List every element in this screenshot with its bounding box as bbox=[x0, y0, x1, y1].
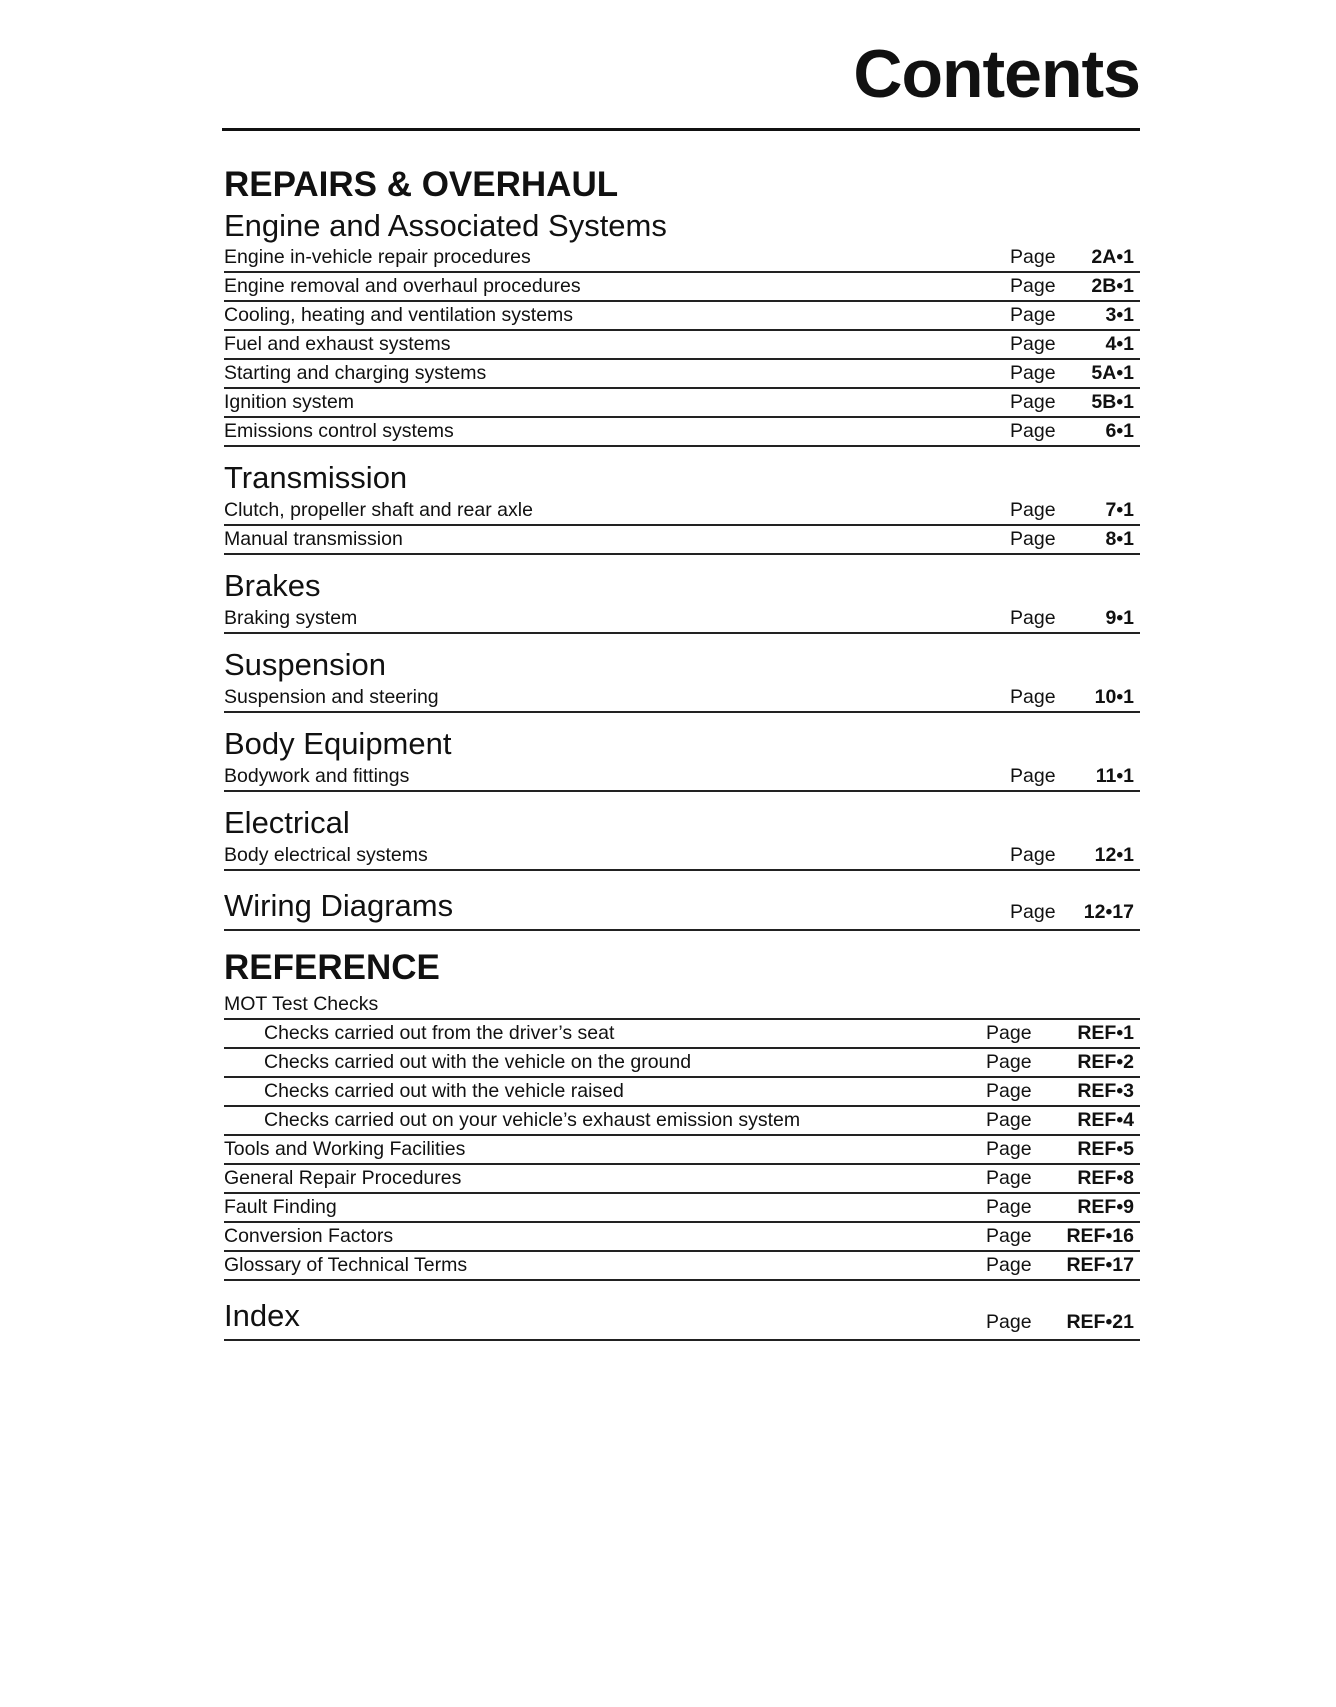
section-brakes bbox=[224, 567, 1140, 634]
mot-heading-row bbox=[224, 991, 1140, 1020]
page-number: 2B•1 bbox=[1091, 275, 1134, 297]
entry-label: Ignition system bbox=[224, 391, 355, 413]
page-number: REF•5 bbox=[1077, 1138, 1134, 1160]
page-number: 12•17 bbox=[1083, 901, 1134, 923]
section-heading: Engine and Associated Systems bbox=[224, 208, 667, 243]
toc-entry[interactable] bbox=[224, 1136, 1140, 1165]
toc-entry[interactable] bbox=[224, 244, 1140, 273]
section-heading: Suspension bbox=[224, 647, 387, 682]
toc-entry[interactable] bbox=[224, 684, 1140, 713]
entry-label: Engine in-vehicle repair procedures bbox=[224, 246, 531, 268]
page-number: 3•1 bbox=[1105, 304, 1134, 326]
page-number: 9•1 bbox=[1105, 607, 1134, 629]
page-number: 7•1 bbox=[1105, 499, 1134, 521]
entry-label: Clutch, propeller shaft and rear axle bbox=[224, 499, 533, 521]
toc-entry[interactable] bbox=[224, 418, 1140, 447]
section-reference bbox=[224, 991, 1140, 1281]
page-number: REF•3 bbox=[1077, 1080, 1134, 1102]
page-word: Page bbox=[1010, 304, 1056, 326]
page-word: Page bbox=[986, 1196, 1032, 1218]
page-number: REF•4 bbox=[1077, 1109, 1134, 1131]
page-word: Page bbox=[1010, 275, 1056, 297]
mot-heading: MOT Test Checks bbox=[224, 993, 379, 1015]
entry-label: Engine removal and overhaul procedures bbox=[224, 275, 581, 297]
toc-entry[interactable] bbox=[224, 605, 1140, 634]
page-word: Page bbox=[1010, 844, 1056, 866]
page-word: Page bbox=[1010, 333, 1056, 355]
page-number: REF•17 bbox=[1066, 1254, 1134, 1276]
page-number: 12•1 bbox=[1094, 844, 1134, 866]
page-word: Page bbox=[986, 1109, 1032, 1131]
page-word: Page bbox=[986, 1080, 1032, 1102]
section-engine bbox=[224, 208, 1140, 447]
toc-entry[interactable] bbox=[224, 763, 1140, 792]
toc-entry[interactable] bbox=[224, 1223, 1140, 1252]
section-suspension bbox=[224, 646, 1140, 713]
entry-label: Suspension and steering bbox=[224, 686, 439, 708]
page-number: REF•9 bbox=[1077, 1196, 1134, 1218]
entry-label: General Repair Procedures bbox=[224, 1167, 462, 1189]
page-number: 2A•1 bbox=[1091, 246, 1134, 268]
entry-label: Bodywork and fittings bbox=[224, 765, 410, 787]
part-heading-reference: REFERENCE bbox=[224, 948, 440, 987]
page-number: 5A•1 bbox=[1091, 362, 1134, 384]
section-heading: Body Equipment bbox=[224, 726, 452, 761]
section-heading: Electrical bbox=[224, 805, 350, 840]
section-body-equipment bbox=[224, 725, 1140, 792]
page-number: REF•8 bbox=[1077, 1167, 1134, 1189]
toc-entry[interactable] bbox=[224, 1078, 1140, 1107]
section-heading: Index bbox=[224, 1298, 300, 1333]
entry-label: Tools and Working Facilities bbox=[224, 1138, 466, 1160]
entry-label: Body electrical systems bbox=[224, 844, 428, 866]
page-word: Page bbox=[1010, 901, 1056, 923]
toc-entry[interactable] bbox=[224, 273, 1140, 302]
toc-entry[interactable] bbox=[224, 526, 1140, 555]
entry-label: Conversion Factors bbox=[224, 1225, 394, 1247]
entry-label: Cooling, heating and ventilation systems bbox=[224, 304, 574, 326]
page-word: Page bbox=[986, 1051, 1032, 1073]
page-number: 5B•1 bbox=[1091, 391, 1134, 413]
section-heading: Transmission bbox=[224, 460, 408, 495]
page-word: Page bbox=[1010, 246, 1056, 268]
page-number: 6•1 bbox=[1105, 420, 1134, 442]
toc-entry[interactable] bbox=[224, 1020, 1140, 1049]
page-title: Contents bbox=[853, 36, 1140, 112]
page-word: Page bbox=[986, 1254, 1032, 1276]
page-word: Page bbox=[1010, 391, 1056, 413]
entry-label: Starting and charging systems bbox=[224, 362, 487, 384]
page-number: REF•2 bbox=[1077, 1051, 1134, 1073]
section-transmission bbox=[224, 459, 1140, 555]
section-wiring-diagrams[interactable] bbox=[224, 883, 1140, 931]
section-heading: Brakes bbox=[224, 568, 321, 603]
entry-label: Fuel and exhaust systems bbox=[224, 333, 451, 355]
toc-entry[interactable] bbox=[224, 1165, 1140, 1194]
toc-entry[interactable] bbox=[224, 1049, 1140, 1078]
toc-entry[interactable] bbox=[224, 1194, 1140, 1223]
table-of-contents bbox=[224, 162, 1140, 1351]
entry-label: Checks carried out with the vehicle on the ground bbox=[264, 1051, 692, 1073]
page-number: 4•1 bbox=[1105, 333, 1134, 355]
page-word: Page bbox=[1010, 607, 1056, 629]
section-heading: Wiring Diagrams bbox=[224, 888, 454, 923]
page-number: REF•21 bbox=[1066, 1311, 1134, 1333]
entry-label: Manual transmission bbox=[224, 528, 403, 550]
toc-entry[interactable] bbox=[224, 842, 1140, 871]
entry-label: Checks carried out on your vehicle’s exhaust emission system bbox=[264, 1109, 801, 1131]
page-word: Page bbox=[986, 1138, 1032, 1160]
page-number: 8•1 bbox=[1105, 528, 1134, 550]
entry-label: Emissions control systems bbox=[224, 420, 454, 442]
page-word: Page bbox=[1010, 420, 1056, 442]
page-number: 11•1 bbox=[1095, 765, 1134, 787]
page-word: Page bbox=[986, 1022, 1032, 1044]
page-word: Page bbox=[986, 1311, 1032, 1333]
toc-entry[interactable] bbox=[224, 1252, 1140, 1281]
page-word: Page bbox=[1010, 499, 1056, 521]
entry-label: Checks carried out with the vehicle raised bbox=[264, 1080, 624, 1102]
entry-label: Checks carried out from the driver’s seat bbox=[264, 1022, 615, 1044]
page-word: Page bbox=[986, 1167, 1032, 1189]
page-number: REF•1 bbox=[1077, 1022, 1134, 1044]
page-word: Page bbox=[1010, 362, 1056, 384]
page-word: Page bbox=[1010, 686, 1056, 708]
entry-label: Fault Finding bbox=[224, 1196, 337, 1218]
toc-entry[interactable] bbox=[224, 389, 1140, 418]
entry-label: Braking system bbox=[224, 607, 358, 629]
page-number: 10•1 bbox=[1094, 686, 1134, 708]
toc-entry[interactable] bbox=[224, 360, 1140, 389]
toc-entry[interactable] bbox=[224, 331, 1140, 360]
page-word: Page bbox=[1010, 528, 1056, 550]
title-rule bbox=[222, 128, 1140, 131]
toc-entry[interactable] bbox=[224, 497, 1140, 526]
toc-entry[interactable] bbox=[224, 302, 1140, 331]
section-electrical bbox=[224, 804, 1140, 871]
page-word: Page bbox=[1010, 765, 1056, 787]
entry-label: Glossary of Technical Terms bbox=[224, 1254, 468, 1276]
page-number: REF•16 bbox=[1066, 1225, 1134, 1247]
part-heading-repairs: REPAIRS & OVERHAUL bbox=[224, 165, 619, 204]
page-word: Page bbox=[986, 1225, 1032, 1247]
section-index[interactable] bbox=[224, 1293, 1140, 1341]
toc-entry[interactable] bbox=[224, 1107, 1140, 1136]
